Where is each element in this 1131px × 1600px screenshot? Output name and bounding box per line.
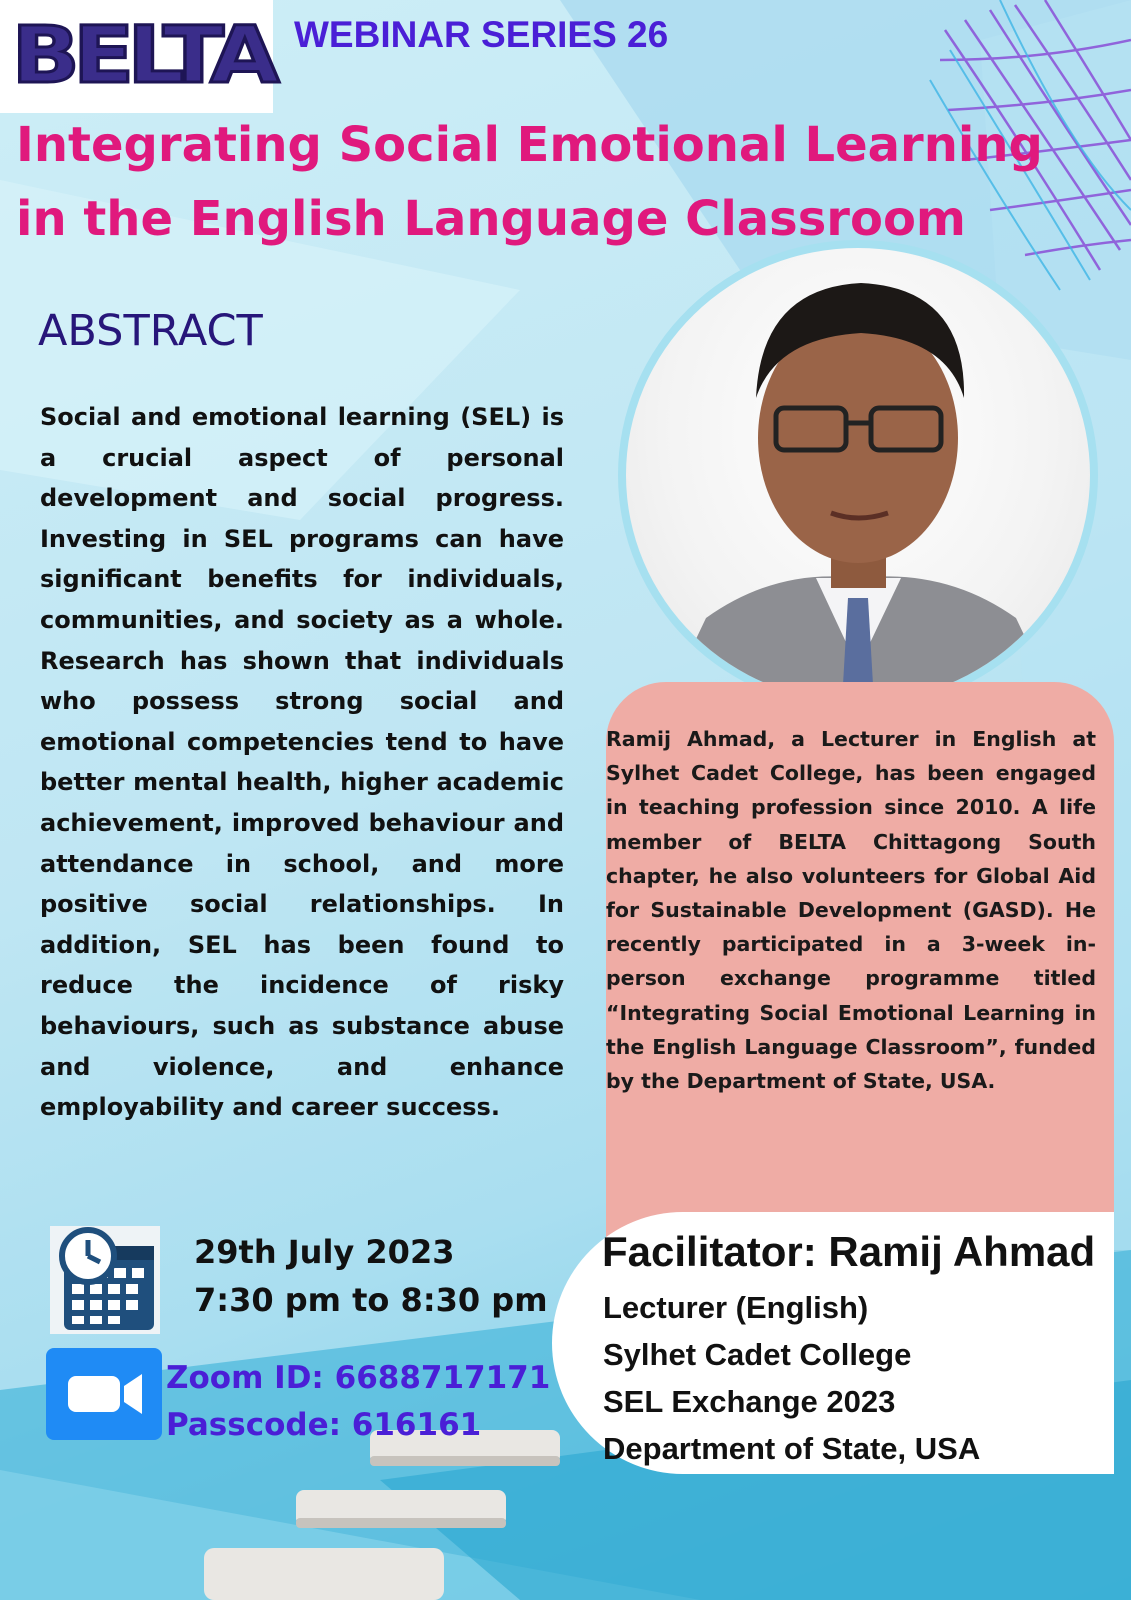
calendar-clock-icon: [50, 1226, 160, 1334]
series-label: WEBINAR SERIES 26: [294, 14, 669, 55]
title-line: Integrating Social Emotional Learning: [16, 117, 1043, 173]
zoom-details: [166, 1355, 550, 1449]
belta-logo: BELTA: [11, 11, 273, 101]
abstract-body: Social and emotional learning (SEL) is a crucial aspect of personal development and social progress. Investing in SEL programs can have significant benefits for individuals, communities, and society as a whole. Research has shown that individuals who possess strong social and emotional competencies tend to have better mental health, higher academic achievement, improved behaviour and attendance in school, and more positive social relationships. In addition, SEL has been found to reduce the incidence of risky behaviours, such as substance abuse and violence, and enhance employability and career success.: [40, 403, 564, 1122]
facilitator-program: SEL Exchange 2023: [603, 1384, 896, 1419]
speaker-bio: Ramij Ahmad, a Lecturer in English at Sylhet Cadet College, has been engaged in teaching profession since 2010. A life member of BELTA Chittagong South chapter, he also volunteers for Global Aid for Sustainable Development (GASD). He recently participated in a 3-week in-person exchange programme titled “Integrating Social Emotional Learning in the English Language Classroom”, funded by the Department of State, USA.: [606, 727, 1096, 1094]
event-date: 29th July 2023: [194, 1233, 455, 1271]
event-schedule: [194, 1228, 548, 1324]
facilitator-name: Facilitator: Ramij Ahmad: [602, 1228, 1096, 1275]
facilitator-sponsor: Department of State, USA: [603, 1431, 981, 1466]
video-camera-icon: [46, 1348, 162, 1440]
webinar-title: [16, 108, 1043, 256]
logo-panel: [0, 0, 273, 113]
event-time: 7:30 pm to 8:30 pm: [194, 1281, 548, 1319]
title-line: in the English Language Classroom: [16, 191, 966, 247]
speaker-photo: [626, 248, 1090, 702]
facilitator-institution: Sylhet Cadet College: [603, 1337, 912, 1372]
zoom-passcode: Passcode: 616161: [166, 1407, 482, 1443]
speaker-portrait-icon: [626, 248, 1090, 702]
facilitator-position: Lecturer (English): [603, 1290, 869, 1325]
abstract-heading: ABSTRACT: [38, 306, 263, 356]
zoom-id: Zoom ID: 6688717171: [166, 1360, 551, 1396]
